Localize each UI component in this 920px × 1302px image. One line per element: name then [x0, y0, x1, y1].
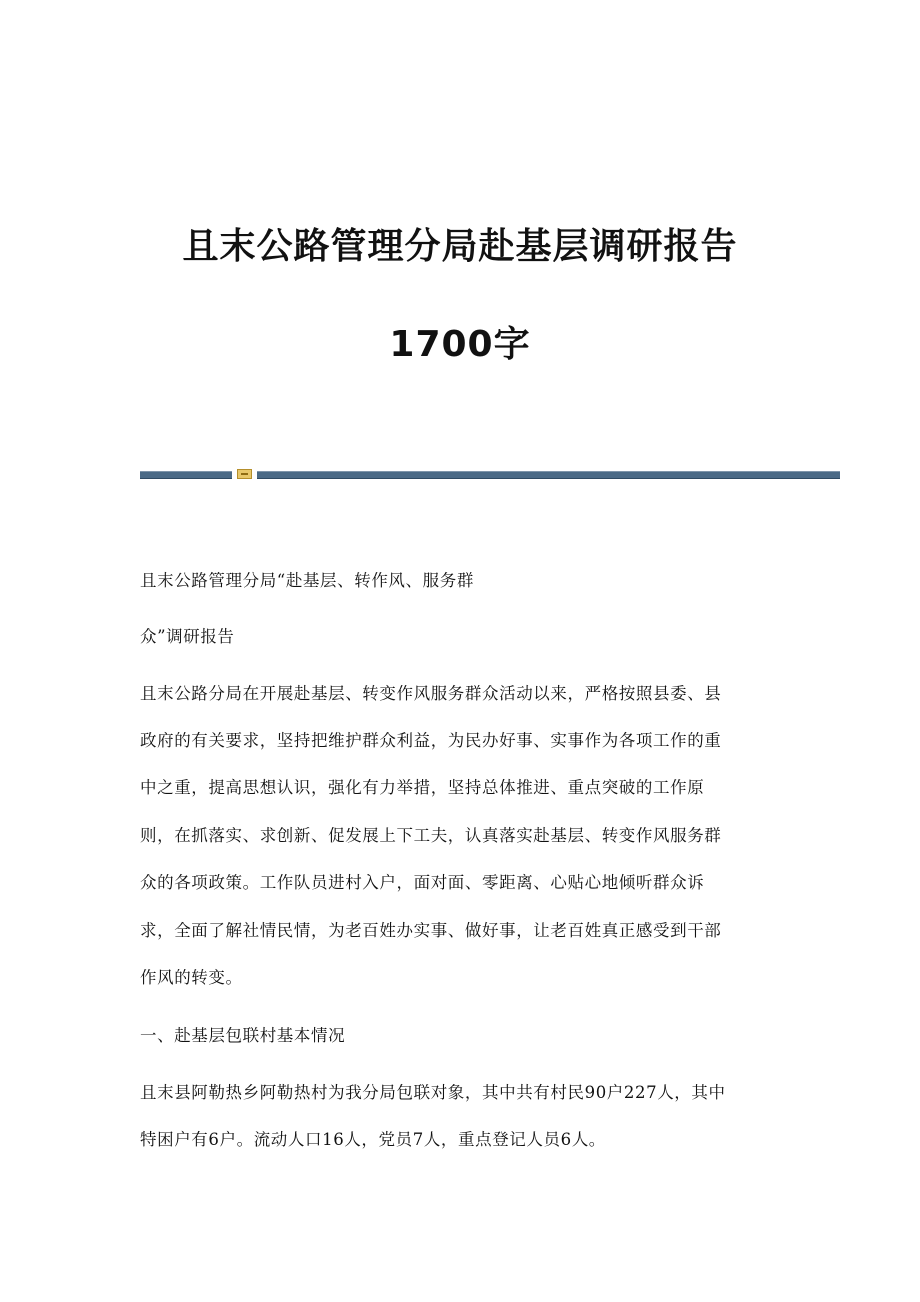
section-heading: 一、赴基层包联村基本情况 — [140, 1026, 346, 1045]
paragraph-line: 特困户有6户。流动人口16人，党员7人，重点登记人员6人。 — [140, 1130, 606, 1149]
divider-bar-left — [140, 471, 232, 479]
paragraph-line: 且末县阿勒热乡阿勒热村为我分局包联对象，其中共有村民90户227人，其中 — [140, 1083, 726, 1102]
divider-ornament-icon — [237, 469, 252, 479]
paragraph-line: 政府的有关要求，坚持把维护群众利益，为民办好事、实事作为各项工作的重 — [140, 731, 722, 750]
paragraph-line: 则，在抓落实、求创新、促发展上下工夫，认真落实赴基层、转变作风服务群 — [140, 826, 722, 845]
heading-line-2: 众”调研报告 — [140, 627, 235, 646]
document-title-line-2: 1700字 — [389, 324, 531, 365]
paragraph-line: 求，全面了解社情民情，为老百姓办实事、做好事，让老百姓真正感受到干部 — [140, 921, 722, 940]
paragraph-line: 作风的转变。 — [140, 968, 243, 987]
document-title-line-1: 且末公路管理分局赴基层调研报告 — [182, 226, 738, 267]
paragraph-line: 中之重，提高思想认识，强化有力举措，坚持总体推进、重点突破的工作原 — [140, 778, 705, 797]
heading-line-1: 且末公路管理分局“赴基层、转作风、服务群 — [140, 571, 474, 590]
title-divider — [140, 469, 840, 479]
paragraph-line: 且末公路分局在开展赴基层、转变作风服务群众活动以来，严格按照县委、县 — [140, 684, 722, 703]
paragraph-line: 众的各项政策。工作队员进村入户，面对面、零距离、心贴心地倾听群众诉 — [140, 873, 705, 892]
divider-bar-right — [257, 471, 840, 479]
